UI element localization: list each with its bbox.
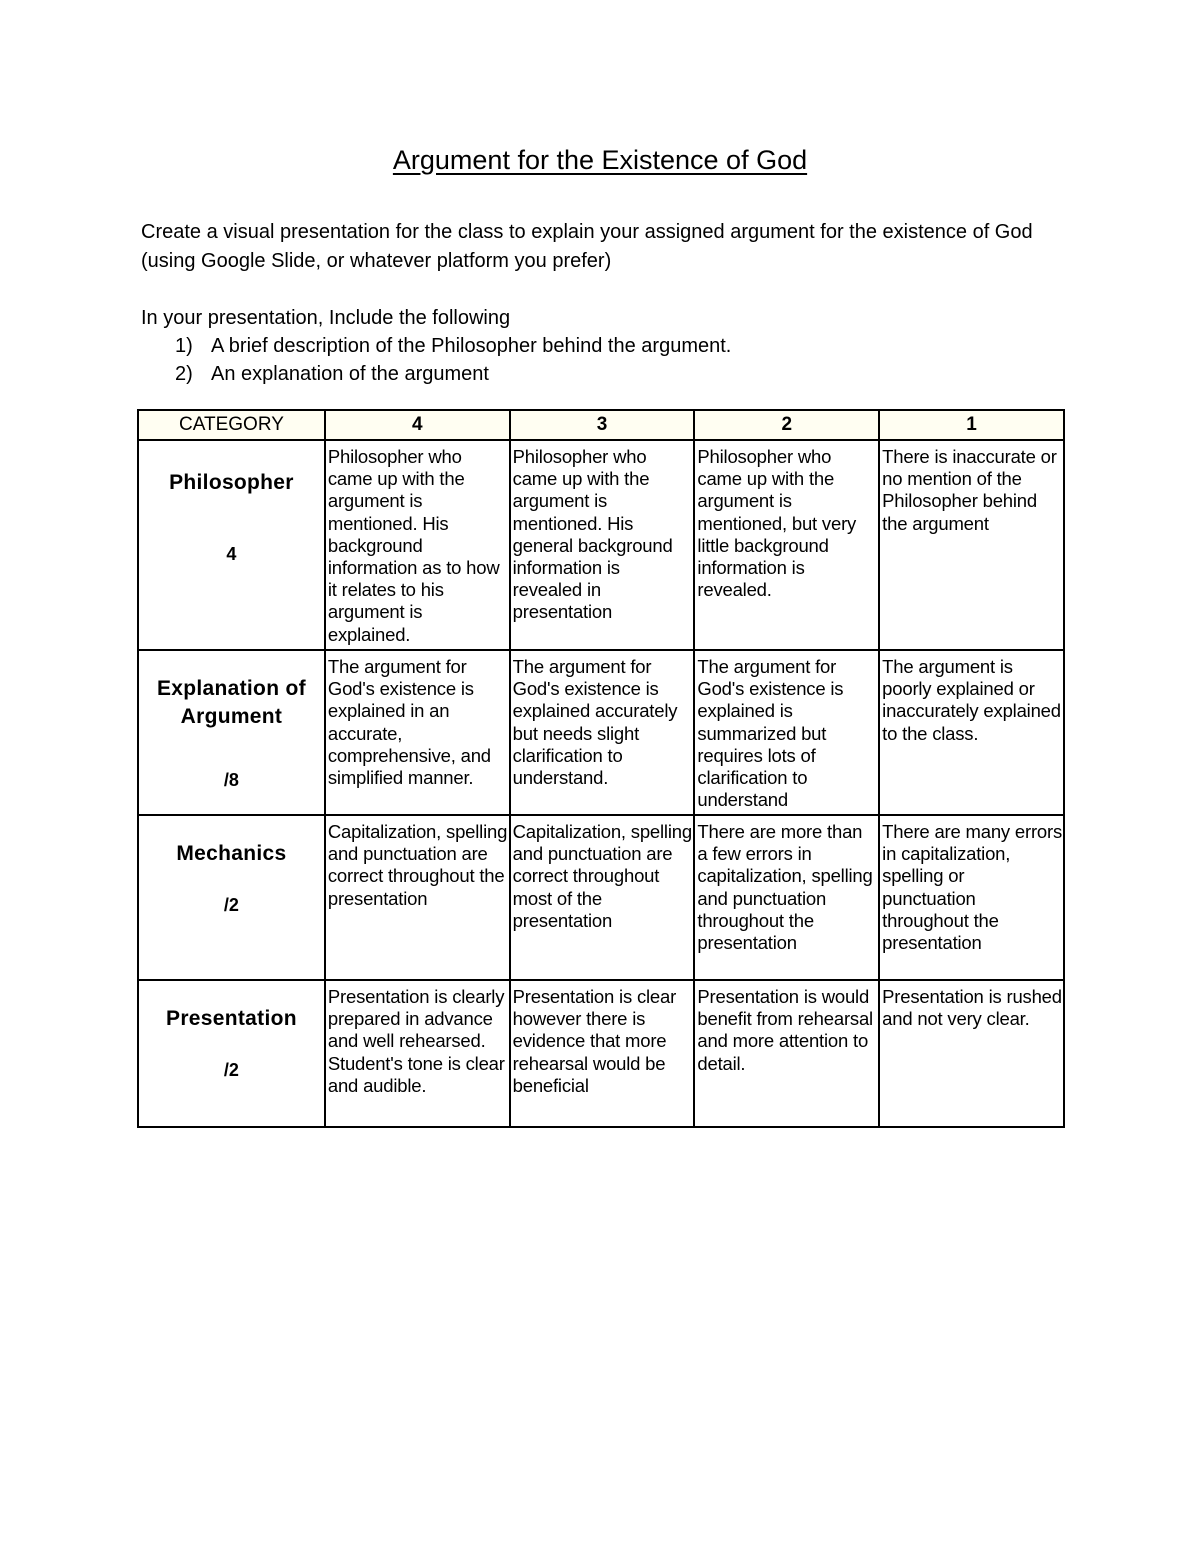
header-score-2: 2 [694, 410, 879, 440]
criteria-text: Philosopher who came up with the argument is mentioned. His general background information is revealed in presentation [512, 446, 673, 623]
criteria-text: There are many errors in capitalization, spelling or punctuation throughout the presentation [882, 821, 1063, 954]
intro-paragraph: Create a visual presentation for the class to explain your assigned argument for the existence of God (using Google Slide, or whatever platform you prefer) [141, 221, 1033, 272]
category-score: /2 [223, 895, 239, 915]
criteria-cell [510, 980, 695, 1127]
criteria-cell [694, 815, 879, 980]
requirement-item [141, 332, 731, 360]
criteria-cell [879, 440, 1064, 650]
category-name: Explanation of Argument [157, 677, 306, 728]
criteria-text: Presentation is clear however there is evidence that more rehearsal would be beneficial [512, 986, 677, 1096]
criteria-cell [694, 650, 879, 815]
requirement-item [141, 360, 731, 388]
criteria-cell [325, 440, 510, 650]
criteria-cell [879, 650, 1064, 815]
category-name: Mechanics [176, 842, 287, 865]
rubric-table [137, 409, 1065, 1128]
criteria-text: Presentation is clearly prepared in advance and well rehearsed. Student's tone is clear and audible. [327, 986, 505, 1096]
criteria-text: Presentation is would benefit from rehearsal and more attention to detail. [697, 986, 873, 1074]
include-heading: In your presentation, Include the following [141, 307, 511, 329]
criteria-text: There are more than a few errors in capitalization, spelling and punctuation throughout the presentation [697, 821, 873, 954]
requirement-text: An explanation of the argument [211, 363, 489, 385]
header-score-4: 4 [325, 410, 510, 440]
criteria-text: There is inaccurate or no mention of the Philosopher behind the argument [882, 446, 1057, 534]
table-row [138, 980, 1064, 1127]
criteria-cell [510, 650, 695, 815]
requirement-text: A brief description of the Philosopher behind the argument. [211, 335, 732, 357]
criteria-cell [510, 815, 695, 980]
criteria-text: Presentation is rushed and not very clear. [882, 986, 1062, 1030]
header-score-1: 1 [879, 410, 1064, 440]
category-score: 4 [226, 544, 237, 564]
header-score-3: 3 [510, 410, 695, 440]
category-cell [138, 815, 325, 980]
criteria-cell [694, 440, 879, 650]
criteria-text: The argument for God's existence is explained in an accurate, comprehensive, and simplified manner. [327, 656, 491, 789]
criteria-text: Capitalization, spelling and punctuation are correct throughout the presentation [327, 821, 508, 909]
requirement-number: 2) [175, 363, 193, 385]
criteria-cell [325, 980, 510, 1127]
criteria-cell [879, 980, 1064, 1127]
category-score: /2 [223, 1060, 239, 1080]
criteria-text: Capitalization, spelling and punctuation are correct throughout most of the presentation [512, 821, 692, 931]
criteria-text: Philosopher who came up with the argument is mentioned. His background information as to how it relates to his argument is explained. [327, 446, 500, 645]
criteria-cell [325, 815, 510, 980]
criteria-cell [879, 815, 1064, 980]
criteria-text: The argument is poorly explained or inaccurately explained to the class. [882, 656, 1061, 744]
criteria-text: The argument for God's existence is explained is summarized but requires lots of clarification to understand [697, 656, 844, 811]
category-name: Philosopher [169, 471, 294, 494]
category-cell [138, 440, 325, 650]
category-name: Presentation [166, 1007, 297, 1030]
criteria-text: Philosopher who came up with the argument is mentioned, but very little background information is revealed. [697, 446, 857, 601]
requirement-number: 1) [175, 335, 193, 357]
category-cell [138, 980, 325, 1127]
criteria-cell [325, 650, 510, 815]
page-title: Argument for the Existence of God [392, 145, 808, 175]
table-row [138, 650, 1064, 815]
criteria-text: The argument for God's existence is explained accurately but needs slight clarification to understand. [512, 656, 678, 789]
header-category: CATEGORY [138, 410, 325, 440]
requirements-list [141, 332, 731, 388]
table-row [138, 815, 1064, 980]
category-score: /8 [223, 770, 239, 790]
criteria-cell [510, 440, 695, 650]
criteria-cell [694, 980, 879, 1127]
table-row [138, 440, 1064, 650]
rubric-header-row [138, 410, 1064, 440]
category-cell [138, 650, 325, 815]
